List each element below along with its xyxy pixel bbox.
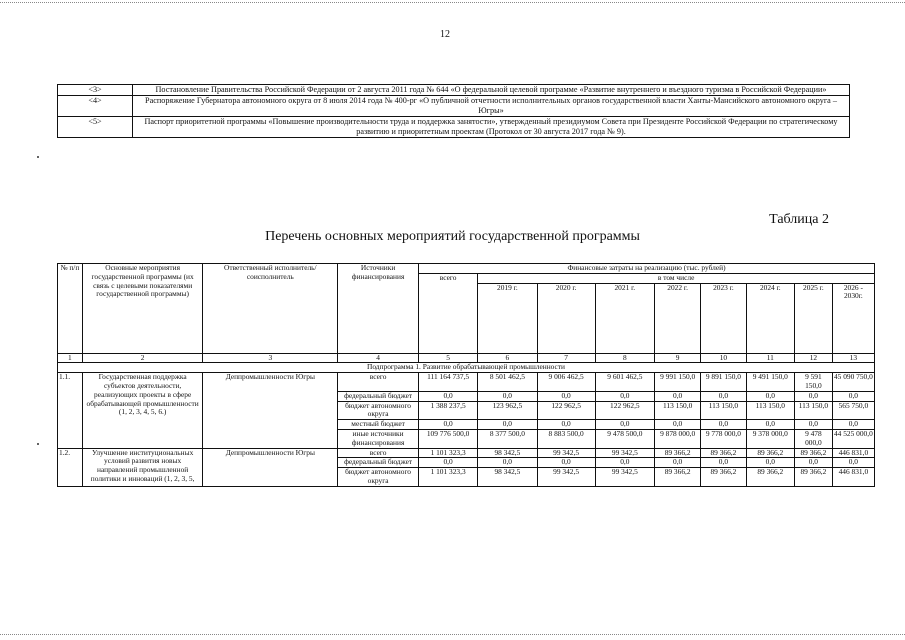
reference-text: Постановление Правительства Российской Федерации от 2 августа 2011 года № 644 «О федеральной целевой программе «Развитие внутреннего и въездного туризма в Российской Федерации» xyxy=(133,85,850,96)
row-value: 0,0 xyxy=(832,420,874,430)
row-value: 9 991 150,0 xyxy=(654,373,700,392)
reference-key: <3> xyxy=(58,85,133,96)
table-row xyxy=(58,448,875,458)
column-number: 12 xyxy=(795,353,833,363)
row-value: 9 878 000,0 xyxy=(654,429,700,448)
reference-key: <5> xyxy=(58,117,133,138)
row-value: 0,0 xyxy=(701,458,746,468)
row-source: бюджет автономного округа xyxy=(338,468,419,487)
row-value: 0,0 xyxy=(595,391,654,401)
row-value: 45 090 750,0 xyxy=(832,373,874,392)
scan-dot xyxy=(37,443,39,445)
column-number: 6 xyxy=(478,353,537,363)
row-responsible: Деппромышленности Югры xyxy=(203,448,338,486)
column-number: 5 xyxy=(418,353,477,363)
header-source: Источники финансирования xyxy=(338,264,419,354)
row-value: 0,0 xyxy=(478,458,537,468)
reference-row xyxy=(58,85,850,96)
row-value: 0,0 xyxy=(654,458,700,468)
row-value: 0,0 xyxy=(595,458,654,468)
row-value: 109 776 500,0 xyxy=(418,429,477,448)
column-number: 10 xyxy=(701,353,746,363)
row-value: 0,0 xyxy=(795,458,833,468)
row-value: 0,0 xyxy=(654,420,700,430)
subprogram-title: Подпрограмма 1. Развитие обрабатывающей промышленности xyxy=(58,363,875,373)
row-source: местный бюджет xyxy=(338,420,419,430)
scan-dot xyxy=(37,156,39,158)
row-value: 98 342,5 xyxy=(478,448,537,458)
table-row xyxy=(58,373,875,392)
column-number: 3 xyxy=(203,353,338,363)
row-value: 89 366,2 xyxy=(795,468,833,487)
row-value: 44 525 000,0 xyxy=(832,429,874,448)
row-value: 0,0 xyxy=(746,458,794,468)
header-year: 2021 г. xyxy=(595,283,654,353)
row-value: 9 378 000,0 xyxy=(746,429,794,448)
row-value: 0,0 xyxy=(537,391,595,401)
row-value: 0,0 xyxy=(418,420,477,430)
row-event: Улучшение институциональных условий развития новых направлений промышленной политики и инноваций (1, 2, 3, 5, xyxy=(82,448,203,486)
column-number: 13 xyxy=(832,353,874,363)
row-value: 446 831,0 xyxy=(832,448,874,458)
row-value: 89 366,2 xyxy=(701,468,746,487)
row-value: 89 366,2 xyxy=(746,468,794,487)
row-value: 0,0 xyxy=(478,420,537,430)
row-value: 8 501 462,5 xyxy=(478,373,537,392)
events-table xyxy=(57,263,875,487)
page-top-edge xyxy=(0,2,905,3)
table-title: Перечень основных мероприятий государственной программы xyxy=(265,229,640,244)
row-value: 123 962,5 xyxy=(478,401,537,420)
row-value: 99 342,5 xyxy=(537,448,595,458)
reference-row xyxy=(58,96,850,117)
row-value: 0,0 xyxy=(746,420,794,430)
row-value: 98 342,5 xyxy=(478,468,537,487)
table-label: Таблица 2 xyxy=(769,212,829,227)
row-value: 8 377 500,0 xyxy=(478,429,537,448)
column-number: 1 xyxy=(58,353,83,363)
page-bottom-edge xyxy=(0,634,905,635)
column-number: 8 xyxy=(595,353,654,363)
row-value: 0,0 xyxy=(701,391,746,401)
row-value: 0,0 xyxy=(795,391,833,401)
row-value: 0,0 xyxy=(418,458,477,468)
row-number: 1.1. xyxy=(58,373,83,448)
column-number: 4 xyxy=(338,353,419,363)
row-value: 8 883 500,0 xyxy=(537,429,595,448)
header-year: 2023 г. xyxy=(701,283,746,353)
reference-text: Паспорт приоритетной программы «Повышение производительности труда и поддержка занятости», утвержденный президиумом Совета при Президенте Российской Федерации по стратегическому развитию и приоритетным проектам (Протокол от 30 августа 2017 года № 9). xyxy=(133,117,850,138)
row-value: 113 150,0 xyxy=(701,401,746,420)
row-value: 9 006 462,5 xyxy=(537,373,595,392)
row-value: 565 750,0 xyxy=(832,401,874,420)
header-row xyxy=(58,264,875,274)
row-value: 0,0 xyxy=(418,391,477,401)
row-value: 9 478 000,0 xyxy=(795,429,833,448)
row-value: 9 601 462,5 xyxy=(595,373,654,392)
header-including: в том числе xyxy=(478,273,875,283)
row-value: 9 491 150,0 xyxy=(746,373,794,392)
row-value: 9 478 500,0 xyxy=(595,429,654,448)
header-year: 2026 - 2030г. xyxy=(832,283,874,353)
row-value: 1 101 323,3 xyxy=(418,448,477,458)
row-value: 122 962,5 xyxy=(595,401,654,420)
row-value: 0,0 xyxy=(537,458,595,468)
column-number: 9 xyxy=(654,353,700,363)
row-value: 9 778 000,0 xyxy=(701,429,746,448)
row-value: 89 366,2 xyxy=(795,448,833,458)
row-value: 1 388 237,5 xyxy=(418,401,477,420)
row-value: 99 342,5 xyxy=(595,448,654,458)
row-value: 89 366,2 xyxy=(654,468,700,487)
row-value: 0,0 xyxy=(795,420,833,430)
row-source: иные источники финансирования xyxy=(338,429,419,448)
row-value: 0,0 xyxy=(832,458,874,468)
row-source: федеральный бюджет xyxy=(338,458,419,468)
row-value: 9 591 150,0 xyxy=(795,373,833,392)
row-value: 111 164 737,5 xyxy=(418,373,477,392)
row-source: всего xyxy=(338,448,419,458)
header-year: 2024 г. xyxy=(746,283,794,353)
row-value: 9 891 150,0 xyxy=(701,373,746,392)
row-value: 113 150,0 xyxy=(795,401,833,420)
header-year: 2020 г. xyxy=(537,283,595,353)
header-year: 2025 г. xyxy=(795,283,833,353)
row-value: 113 150,0 xyxy=(746,401,794,420)
row-value: 99 342,5 xyxy=(595,468,654,487)
column-number: 7 xyxy=(537,353,595,363)
reference-key: <4> xyxy=(58,96,133,117)
header-num: № п/п xyxy=(58,264,83,354)
row-source: бюджет автономного округа xyxy=(338,401,419,420)
reference-text: Распоряжение Губернатора автономного округа от 8 июля 2014 года № 400-рг «О публичной отчетности исполнительных органов государственной власти Ханты-Мансийского автономного округа – Югры» xyxy=(133,96,850,117)
row-event: Государственная поддержка субъектов деятельности, реализующих проекты в сфере обрабатывающей промышленности (1, 2, 3, 4, 5, 6.) xyxy=(82,373,203,448)
row-value: 113 150,0 xyxy=(654,401,700,420)
references-table xyxy=(57,84,850,138)
row-value: 89 366,2 xyxy=(746,448,794,458)
row-value: 99 342,5 xyxy=(537,468,595,487)
row-value: 1 101 323,3 xyxy=(418,468,477,487)
reference-row xyxy=(58,117,850,138)
row-value: 0,0 xyxy=(654,391,700,401)
row-value: 446 831,0 xyxy=(832,468,874,487)
column-number: 11 xyxy=(746,353,794,363)
row-value: 0,0 xyxy=(595,420,654,430)
row-responsible: Деппромышленности Югры xyxy=(203,373,338,448)
row-number: 1.2. xyxy=(58,448,83,486)
row-value: 89 366,2 xyxy=(701,448,746,458)
header-year: 2022 г. xyxy=(654,283,700,353)
row-value: 0,0 xyxy=(478,391,537,401)
row-value: 0,0 xyxy=(832,391,874,401)
row-value: 0,0 xyxy=(746,391,794,401)
row-source: всего xyxy=(338,373,419,392)
row-value: 0,0 xyxy=(701,420,746,430)
row-value: 122 962,5 xyxy=(537,401,595,420)
header-responsible: Ответственный исполнитель/соисполнитель xyxy=(203,264,338,354)
page-number: 12 xyxy=(440,29,450,40)
row-value: 89 366,2 xyxy=(654,448,700,458)
header-total: всего xyxy=(418,273,477,353)
events-body xyxy=(58,373,875,487)
row-value: 0,0 xyxy=(537,420,595,430)
header-year: 2019 г. xyxy=(478,283,537,353)
header-financing: Финансовые затраты на реализацию (тыс. рублей) xyxy=(418,264,874,274)
row-source: федеральный бюджет xyxy=(338,391,419,401)
header-event: Основные мероприятия государственной программы (их связь с целевыми показателями государственной программы) xyxy=(82,264,203,354)
column-number: 2 xyxy=(82,353,203,363)
